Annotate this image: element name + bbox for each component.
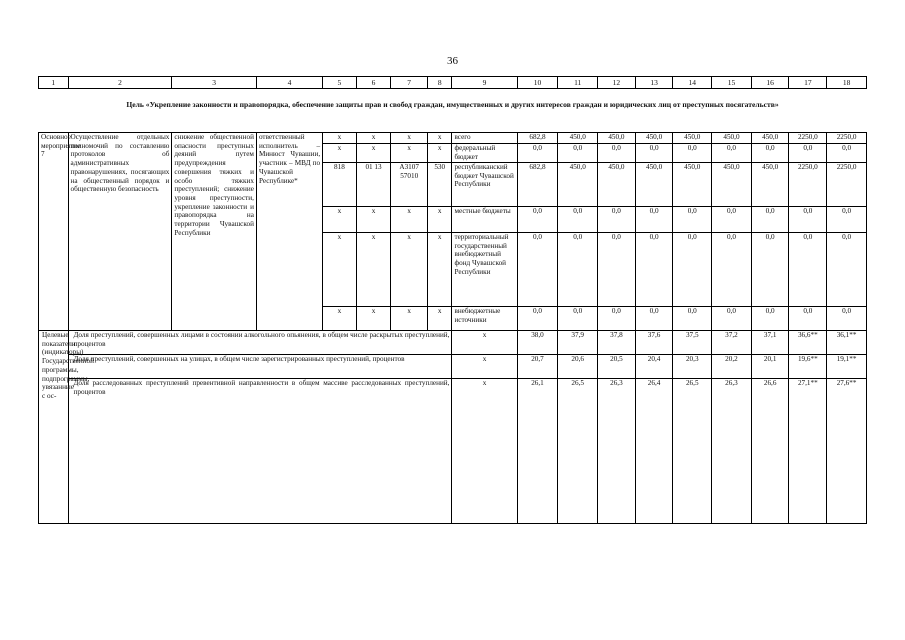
col-num: 13	[635, 77, 673, 89]
funding-source: всего	[452, 133, 517, 144]
target-value: 26,5	[558, 379, 598, 524]
funding-value: 0,0	[598, 207, 636, 233]
budget-code-cell: 818	[323, 163, 357, 207]
col-num: 10	[517, 77, 558, 89]
target-value: 20,2	[712, 355, 752, 379]
funding-value: 0,0	[751, 233, 789, 307]
target-value: 26,3	[712, 379, 752, 524]
budget-code-cell: x	[323, 133, 357, 144]
budget-code-cell: x	[356, 133, 391, 144]
funding-value: 0,0	[635, 233, 673, 307]
budget-code-cell: x	[323, 207, 357, 233]
target-value: 20,6	[558, 355, 598, 379]
budget-code-cell: x	[428, 144, 452, 163]
budget-code-cell: x	[391, 233, 428, 307]
funding-value: 450,0	[558, 133, 598, 144]
funding-value: 0,0	[827, 233, 867, 307]
funding-source: федеральный бюджет	[452, 144, 517, 163]
funding-value: 0,0	[751, 307, 789, 331]
col-num: 16	[751, 77, 789, 89]
col-num: 15	[712, 77, 752, 89]
funding-value: 450,0	[558, 163, 598, 207]
target-value: 37,9	[558, 331, 598, 355]
target-value: 37,2	[712, 331, 752, 355]
funding-source: территориальный государственный внебюджетный фонд Чувашской Республики	[452, 233, 517, 307]
target-row	[39, 379, 867, 524]
funding-value: 450,0	[751, 163, 789, 207]
target-row	[39, 331, 867, 355]
measure-name: Осуществление отдельных полномочий по составлению протоколов об административных правонарушениях, посягающих на общественный порядок и общественную безопасность	[68, 133, 172, 331]
col-num: 6	[356, 77, 391, 89]
measure-indicators: снижение общественной опасности преступных деяний путем предупреждения совершения тяжких и особо тяжких преступлений; снижение уровня преступности, укрепление законности и правопорядка на территории Чувашской Республики	[172, 133, 257, 331]
target-text: Доля расследованных преступлений превентивной направленности в общем массиве расследованных преступлений, процентов	[68, 379, 452, 524]
funding-source: местные бюджеты	[452, 207, 517, 233]
funding-value: 0,0	[827, 207, 867, 233]
funding-value: 450,0	[712, 163, 752, 207]
funding-source: внебюджетные источники	[452, 307, 517, 331]
col-num: 12	[598, 77, 636, 89]
funding-value: 682,8	[517, 133, 558, 144]
target-value: 20,5	[598, 355, 636, 379]
funding-value: 0,0	[827, 144, 867, 163]
funding-value: 0,0	[712, 233, 752, 307]
funding-value: 0,0	[517, 233, 558, 307]
target-value: 37,5	[673, 331, 712, 355]
target-value: 20,4	[635, 355, 673, 379]
target-x: x	[452, 331, 517, 355]
target-value: 20,3	[673, 355, 712, 379]
funding-value: 450,0	[751, 133, 789, 144]
funding-value: 0,0	[517, 144, 558, 163]
funding-value: 0,0	[789, 144, 827, 163]
funding-value: 0,0	[673, 233, 712, 307]
measure-label: Основное мероприятие 7	[39, 133, 69, 331]
funding-value: 0,0	[673, 207, 712, 233]
budget-code-cell: x	[356, 233, 391, 307]
budget-code-cell: x	[356, 144, 391, 163]
target-text: Доля преступлений, совершенных на улицах, в общем числе зарегистрированных преступлений, процентов	[68, 355, 452, 379]
funding-value: 0,0	[751, 207, 789, 233]
col-num: 18	[827, 77, 867, 89]
target-value: 37,6	[635, 331, 673, 355]
funding-value: 0,0	[712, 207, 752, 233]
funding-value: 2250,0	[827, 133, 867, 144]
target-value: 36,6**	[789, 331, 827, 355]
budget-code-cell: x	[356, 207, 391, 233]
funding-value: 0,0	[598, 144, 636, 163]
budget-code-cell: А3107 57010	[391, 163, 428, 207]
budget-code-cell: x	[428, 207, 452, 233]
col-num: 4	[256, 77, 322, 89]
target-value: 19,6**	[789, 355, 827, 379]
budget-code-cell: x	[391, 144, 428, 163]
funding-value: 0,0	[827, 307, 867, 331]
funding-value: 0,0	[598, 233, 636, 307]
funding-value: 682,8	[517, 163, 558, 207]
col-num: 7	[391, 77, 428, 89]
col-num: 9	[452, 77, 517, 89]
funding-value: 0,0	[789, 233, 827, 307]
target-value: 20,7	[517, 355, 558, 379]
funding-value: 0,0	[673, 144, 712, 163]
target-value: 26,5	[673, 379, 712, 524]
funding-value: 450,0	[712, 133, 752, 144]
target-value: 19,1**	[827, 355, 867, 379]
col-num: 2	[68, 77, 172, 89]
program-table	[38, 132, 867, 524]
funding-value: 450,0	[598, 133, 636, 144]
col-num: 14	[673, 77, 712, 89]
targets-label: Целевые показатели (индикаторы) Государственной программы, подпрограммы, увязанные с ос-	[39, 331, 69, 524]
funding-value: 0,0	[558, 207, 598, 233]
funding-value: 0,0	[558, 307, 598, 331]
target-value: 26,4	[635, 379, 673, 524]
target-value: 26,6	[751, 379, 789, 524]
funding-row	[39, 133, 867, 144]
funding-value: 0,0	[751, 144, 789, 163]
funding-value: 450,0	[635, 163, 673, 207]
target-value: 26,3	[598, 379, 636, 524]
funding-value: 2250,0	[789, 133, 827, 144]
budget-code-cell: 01 13	[356, 163, 391, 207]
funding-value: 0,0	[635, 144, 673, 163]
target-value: 27,1**	[789, 379, 827, 524]
funding-value: 0,0	[558, 144, 598, 163]
col-num: 5	[323, 77, 357, 89]
target-x: x	[452, 379, 517, 524]
budget-code-cell: x	[323, 144, 357, 163]
col-num: 3	[172, 77, 257, 89]
funding-value: 2250,0	[827, 163, 867, 207]
column-number-header	[38, 76, 867, 89]
col-num: 8	[428, 77, 452, 89]
funding-value: 0,0	[635, 207, 673, 233]
budget-code-cell: 530	[428, 163, 452, 207]
funding-source: республиканский бюджет Чувашской Республики	[452, 163, 517, 207]
target-value: 20,1	[751, 355, 789, 379]
budget-code-cell: x	[323, 307, 357, 331]
budget-code-cell: x	[428, 233, 452, 307]
budget-code-cell: x	[391, 207, 428, 233]
funding-value: 450,0	[673, 133, 712, 144]
funding-value: 0,0	[598, 307, 636, 331]
budget-code-cell: x	[391, 133, 428, 144]
goal-title: Цель «Укрепление законности и правопорядка, обеспечение защиты прав и свобод граждан, имущественных и других интересов граждан и юридических лиц от преступных посягательств»	[126, 100, 779, 109]
funding-value: 0,0	[712, 144, 752, 163]
budget-code-cell: x	[428, 133, 452, 144]
budget-code-cell: x	[391, 307, 428, 331]
target-row	[39, 355, 867, 379]
target-value: 37,8	[598, 331, 636, 355]
target-value: 26,1	[517, 379, 558, 524]
funding-value: 0,0	[673, 307, 712, 331]
target-x: x	[452, 355, 517, 379]
col-num: 1	[39, 77, 69, 89]
funding-value: 0,0	[517, 307, 558, 331]
target-value: 37,1	[751, 331, 789, 355]
col-num: 17	[789, 77, 827, 89]
funding-value: 450,0	[635, 133, 673, 144]
funding-value: 0,0	[789, 307, 827, 331]
funding-value: 0,0	[789, 207, 827, 233]
target-text: Доля преступлений, совершенных лицами в состоянии алкогольного опьянения, в общем числе раскрытых преступлений, процентов	[68, 331, 452, 355]
budget-code-cell: x	[356, 307, 391, 331]
funding-value: 450,0	[673, 163, 712, 207]
target-value: 27,6**	[827, 379, 867, 524]
col-num: 11	[558, 77, 598, 89]
page-number: 36	[447, 55, 458, 67]
budget-code-cell: x	[428, 307, 452, 331]
funding-value: 450,0	[598, 163, 636, 207]
funding-value: 0,0	[517, 207, 558, 233]
budget-code-cell: x	[323, 233, 357, 307]
target-value: 36,1**	[827, 331, 867, 355]
funding-value: 2250,0	[789, 163, 827, 207]
funding-value: 0,0	[635, 307, 673, 331]
measure-executor: ответственный исполнитель – Минюст Чувашии, участник – МВД по Чувашской Республике*	[256, 133, 322, 331]
funding-value: 0,0	[712, 307, 752, 331]
funding-value: 0,0	[558, 233, 598, 307]
target-value: 38,0	[517, 331, 558, 355]
